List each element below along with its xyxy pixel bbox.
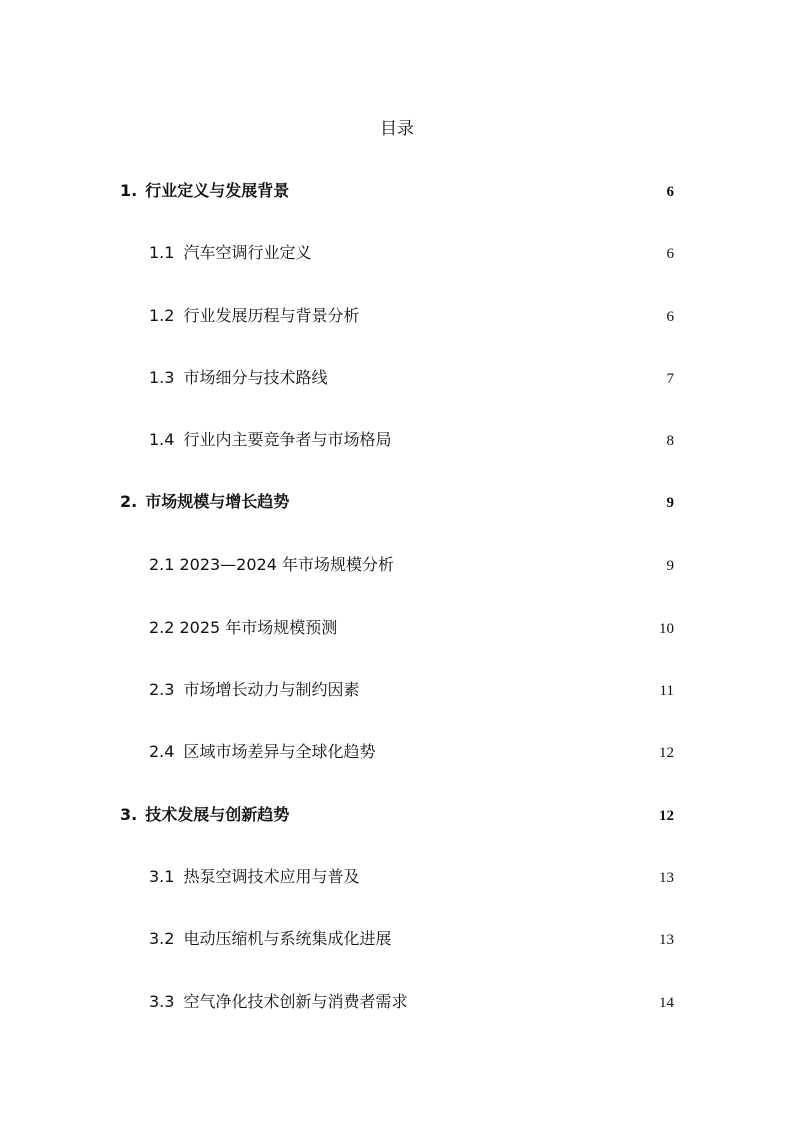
toc-entry-label: 行业内主要竞争者与市场格局 — [183, 430, 392, 449]
toc-entry-page: 12 — [659, 745, 674, 761]
toc-entry-page: 14 — [659, 995, 674, 1011]
toc-entry-1-3[interactable] — [149, 366, 674, 391]
toc-entry-page: 11 — [659, 683, 674, 699]
toc-entry-page: 6 — [666, 246, 674, 262]
toc-entry-page: 13 — [659, 870, 674, 886]
toc-entry-page: 6 — [666, 309, 674, 325]
toc-entry-number: 3.1 — [149, 867, 175, 886]
toc-entry-page: 10 — [659, 621, 674, 637]
toc-entry-2-4[interactable] — [149, 740, 674, 765]
toc-entry-3-2[interactable] — [149, 927, 674, 952]
toc-entry-label: 2025 年市场规模预测 — [179, 618, 338, 637]
toc-entry-number: 2.3 — [149, 680, 175, 699]
toc-entry-label: 市场规模与增长趋势 — [145, 492, 290, 511]
toc-entry-page: 13 — [659, 932, 674, 948]
toc-entry-label: 行业发展历程与背景分析 — [183, 306, 360, 325]
toc-entry-label: 区域市场差异与全球化趋势 — [183, 742, 376, 761]
toc-entry-number: 1.1 — [149, 243, 175, 262]
toc-entry-label: 市场细分与技术路线 — [183, 368, 328, 387]
toc-entry-2-2[interactable] — [149, 616, 674, 641]
toc-entry-label: 行业定义与发展背景 — [145, 181, 290, 200]
toc-entry-number: 2.2 — [149, 618, 175, 637]
toc-entry-label: 技术发展与创新趋势 — [145, 805, 290, 824]
toc-entry-number: 2.1 — [149, 555, 175, 574]
toc-entry-page: 12 — [659, 808, 674, 824]
toc-entry-number: 2.4 — [149, 742, 175, 761]
toc-entry-number: 3.3 — [149, 992, 175, 1011]
toc-entry-number: 1.4 — [149, 430, 175, 449]
toc-entry-page: 9 — [666, 558, 674, 574]
toc-entry-number: 2. — [120, 492, 138, 511]
toc-entry-label: 空气净化技术创新与消费者需求 — [183, 992, 408, 1011]
toc-entry-label: 汽车空调行业定义 — [183, 243, 312, 262]
toc-entry-3-3[interactable] — [149, 990, 674, 1015]
toc-entry-2-3[interactable] — [149, 678, 674, 703]
toc-title: 目录 — [380, 119, 414, 139]
toc-entry-number: 1. — [120, 181, 138, 200]
toc-entry-number: 3. — [120, 805, 138, 824]
toc-entry-label: 市场增长动力与制约因素 — [183, 680, 360, 699]
toc-entry-1-2[interactable] — [149, 304, 674, 329]
toc-entry-page: 6 — [666, 184, 674, 200]
toc-entry-label: 热泵空调技术应用与普及 — [183, 867, 360, 886]
toc-entry-3[interactable] — [120, 803, 674, 828]
toc-entry-page: 9 — [666, 495, 674, 511]
toc-entry-label: 2023—2024 年市场规模分析 — [179, 555, 394, 574]
toc-entry-page: 8 — [666, 433, 674, 449]
toc-entry-1-4[interactable] — [149, 428, 674, 453]
toc-entry-1[interactable] — [120, 179, 674, 204]
toc-entry-2-1[interactable] — [149, 553, 674, 578]
toc-entry-2[interactable] — [120, 490, 674, 515]
toc-entry-label: 电动压缩机与系统集成化进展 — [183, 929, 392, 948]
toc-entry-number: 3.2 — [149, 929, 175, 948]
toc-entry-number: 1.2 — [149, 306, 175, 325]
toc-entry-page: 7 — [666, 371, 674, 387]
toc-entry-number: 1.3 — [149, 368, 175, 387]
toc-entry-3-1[interactable] — [149, 865, 674, 890]
toc-entry-1-1[interactable] — [149, 241, 674, 266]
